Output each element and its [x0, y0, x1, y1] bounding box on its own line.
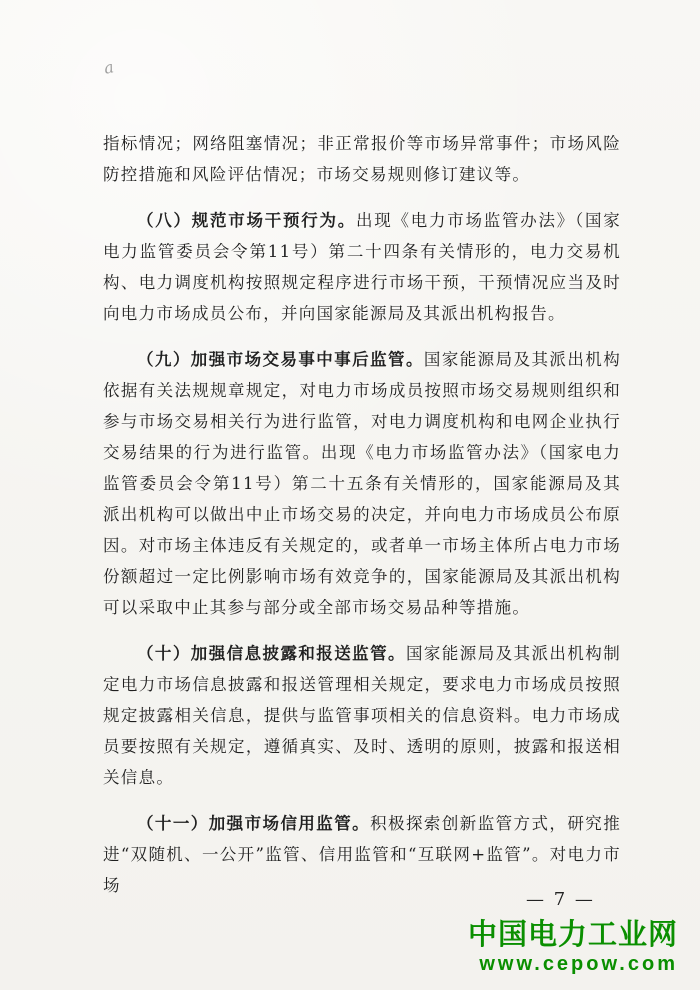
paragraph-10	[103, 638, 621, 793]
handwritten-mark: a	[102, 57, 116, 78]
paragraph-9	[103, 344, 621, 623]
page-number: — 7 —	[526, 889, 595, 910]
section-body-10: 国家能源局及其派出机构制定电力市场信息披露和报送管理相关规定，要求电力市场成员按照规定披露相关信息，提供与监管事项相关的信息资料。电力市场成员要按照有关规定，遵循真实、及时、透明的原则，披露和报送相关信息。	[103, 644, 622, 787]
section-body-11: 积极探索创新监管方式，研究推进“双随机、一公开”监管、信用监管和“互联网+监管”。对电力市场	[103, 814, 622, 895]
site-watermark-url: www.cepow.com	[479, 953, 678, 975]
site-watermark	[468, 918, 678, 976]
section-heading-10: （十）加强信息披露和报送监管。	[137, 644, 406, 663]
section-heading-11: （十一）加强市场信用监管。	[137, 814, 371, 833]
paragraph-8	[103, 205, 621, 329]
document-content	[103, 128, 621, 916]
site-watermark-chinese: 中国电力工业网	[467, 919, 678, 951]
section-heading-9: （九）加强市场交易事中事后监管。	[137, 350, 424, 369]
paragraph-11	[103, 808, 621, 901]
section-heading-8: （八）规范市场干预行为。	[137, 211, 356, 230]
section-body-8: 出现《电力市场监管办法》（国家电力监管委员会令第11号）第二十四条有关情形的，电力交易机构、电力调度机构按照规定程序进行市场干预，干预情况应当及时向电力市场成员公布，并向国家能源局及其派出机构报告。	[103, 211, 622, 323]
section-body-9: 国家能源局及其派出机构依据有关法规规章规定，对电力市场成员按照市场交易规则组织和参与市场交易相关行为进行监管，对电力调度机构和电网企业执行交易结果的行为进行监管。出现《电力市场监管办法》（国家电力监管委员会令第11号）第二十五条有关情形的，国家能源局及其派出机构可以做出中止市场交易的决定，并向电力市场成员公布原因。对市场主体违反有关规定的，或者单一市场主体所占电力市场份额超过一定比例影响市场有效竞争的，国家能源局及其派出机构可以采取中止其参与部分或全部市场交易品种等措施。	[103, 350, 621, 617]
paragraph-continuation: 指标情况；网络阻塞情况；非正常报价等市场异常事件；市场风险防控措施和风险评估情况；市场交易规则修订建议等。	[103, 134, 621, 184]
